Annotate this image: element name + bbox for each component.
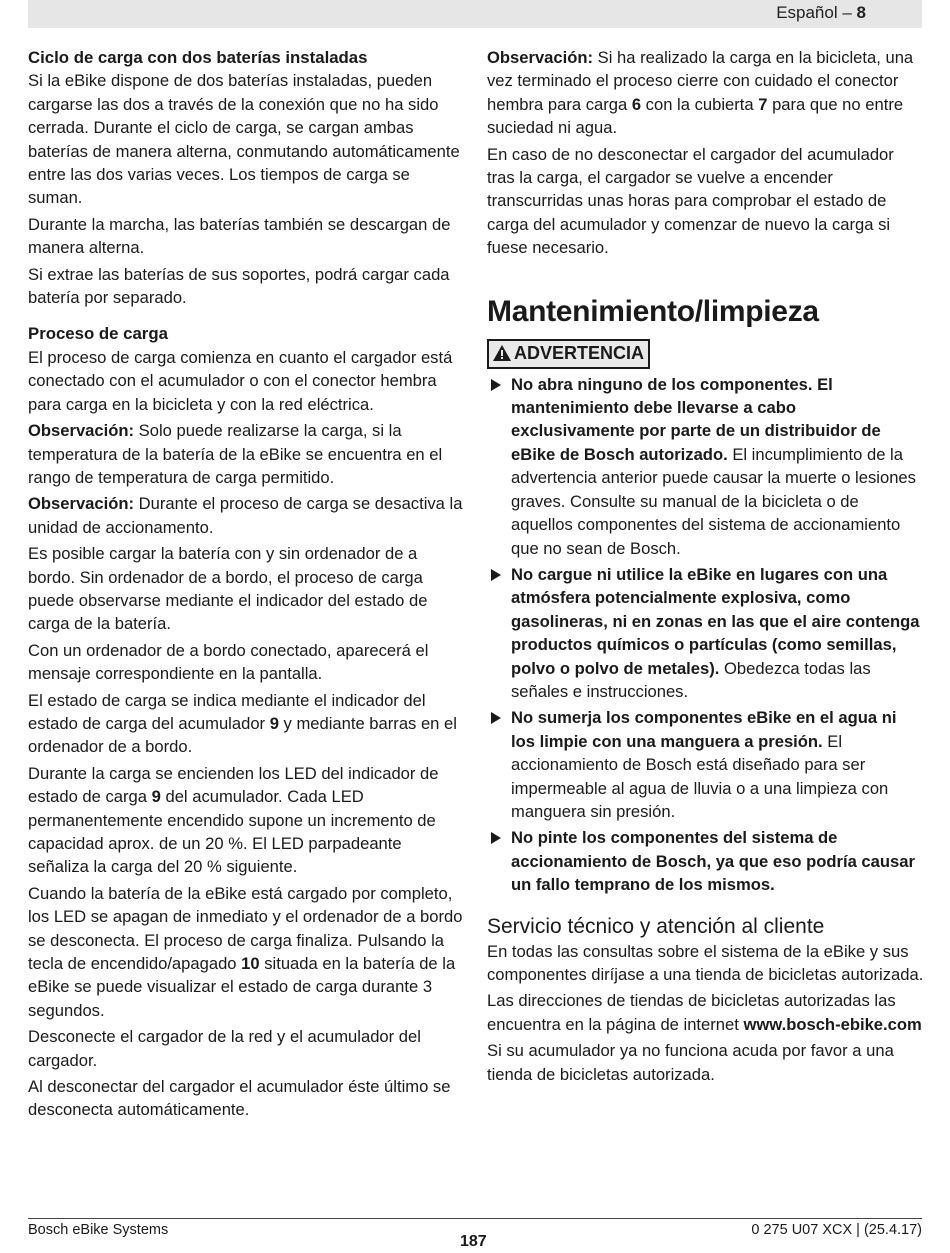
paragraph: Si la eBike dispone de dos baterías instaladas, pueden cargarse las dos a través de la conexión que no ha sido cerrada. Durante el ciclo de carga, se cargan ambas baterías de manera alterna, conmutando automáticamente entre las dos varias veces. Los tiempos de carga se suman. <box>28 71 460 208</box>
bullet-arrow-icon <box>491 712 501 724</box>
footer-brand: Bosch eBike Systems <box>28 1222 169 1238</box>
right-column <box>487 46 924 1089</box>
paragraph: En todas las consultas sobre el sistema de la eBike y sus componentes diríjase a una tienda de bicicletas autorizada. <box>487 941 924 984</box>
warning-triangle-icon <box>493 344 511 366</box>
bullet-arrow-icon <box>491 379 501 391</box>
bullet-bold-text: No abra ninguno de los componentes. El mantenimiento debe llevarse a cabo exclusivamente por parte de un distribuidor de eBike de Bosch autorizado. <box>511 374 881 464</box>
paragraph <box>487 989 924 1036</box>
paragraph: El proceso de carga comienza en cuanto el cargador está conectado con el acumulador o con el conector hembra para carga en la bicicleta y con la red eléctrica. <box>28 347 453 414</box>
text: para que no entre suciedad ni agua. <box>487 94 904 138</box>
paragraph: Si su acumulador ya no funciona acuda por favor a una tienda de bicicletas autorizada. <box>487 1041 894 1084</box>
bullet-text: Obedezca todas las señales e instrucciones. <box>511 658 871 701</box>
text: y mediante barras en el ordenador de a bordo. <box>28 713 457 757</box>
note-label: Observación: <box>28 494 135 514</box>
text: Las direcciones de tiendas de bicicletas autorizadas las encuentra en la página de internet <box>487 991 896 1034</box>
text: Si ha realizado la carga en la bicicleta, una vez terminado el proceso cierre con cuidado el conector hembra para carga <box>487 48 914 114</box>
paragraph <box>28 689 464 759</box>
text: del acumulador. Cada LED permanentemente encendido supone un incremento de capacidad aprox. de un 20 %. El LED parpadeante señaliza la carga del 20 % siguiente. <box>28 787 436 877</box>
paragraph: En caso de no desconectar el cargador del acumulador tras la carga, el cargador se vuelve a encender transcurridas unas horas para comprobar el estado de carga del acumulador y comenzar de nuevo la carga si fuese necesario. <box>487 144 894 258</box>
bullet-bold-text: No cargue ni utilice la eBike en lugares con una atmósfera potencialmente explosiva, como gasolineras, ni en zonas en las que el aire contenga productos químicos o partículas (como semillas, polvo o polvo de metales). <box>511 564 920 678</box>
page-header-label <box>776 3 866 23</box>
bullet-arrow-icon <box>491 832 501 844</box>
ref-number: 9 <box>151 787 161 807</box>
footer-page-number: 187 <box>460 1233 487 1250</box>
heading-charge-process: Proceso de carga <box>28 324 168 344</box>
heading-service: Servicio técnico y atención al cliente <box>487 914 825 938</box>
footer-divider <box>28 1218 922 1219</box>
paragraph: Desconecte el cargador de la red y el acumulador del cargador. <box>28 1027 421 1070</box>
bullet-text: El incumplimiento de la advertencia anterior puede causar la muerte o lesiones graves. Consulte su manual de la bicicleta o de aquellos componentes del sistema de accionamiento que no sean de Bosch. <box>511 444 916 558</box>
text: con la cubierta <box>641 94 759 114</box>
note-label: Observación: <box>487 48 594 67</box>
paragraph <box>28 882 464 1022</box>
text: Durante la carga se encienden los LED del indicador de estado de carga <box>28 763 439 807</box>
note-text: Solo puede realizarse la carga, si la temperatura de la batería de la eBike se encuentra en el rango de temperatura de carga permitido. <box>28 421 443 487</box>
paragraph: Con un ordenador de a bordo conectado, aparecerá el mensaje correspondiente en la pantalla. <box>28 640 429 684</box>
heading-maintenance: Mantenimiento/limpieza <box>487 294 819 328</box>
paragraph <box>28 762 464 879</box>
note-paragraph <box>28 419 464 489</box>
paragraph: Es posible cargar la batería con y sin ordenador de a bordo. Sin ordenador de a bordo, el proceso de carga puede observarse mediante el indicador del estado de carga de la batería. <box>28 544 428 634</box>
left-column <box>28 46 464 1125</box>
text: Cuando la batería de la eBike está cargado por completo, los LED se apagan de inmediato y el ordenador de a bordo se desconecta. El proceso de carga finaliza. Pulsando la tecla de encendido/apagado <box>28 883 463 974</box>
warning-bullet-item <box>487 373 924 560</box>
website-link[interactable]: www.bosch-ebike.com <box>743 1014 922 1034</box>
bullet-text: El accionamiento de Bosch está diseñado para ser impermeable al agua de lluvia o a una limpieza con manguera sin presión. <box>511 731 889 821</box>
text: El estado de carga se indica mediante el indicador del estado de carga del acumulador <box>28 690 426 733</box>
footer-doc-code: 0 275 U07 XCX | (25.4.17) <box>751 1222 922 1238</box>
page-header-bar <box>28 0 922 28</box>
warning-list <box>487 373 924 897</box>
heading-dual-battery: Ciclo de carga con dos baterías instaladas <box>28 48 368 67</box>
note-text: Durante el proceso de carga se desactiva la unidad de accionamento. <box>28 494 463 537</box>
paragraph: Si extrae las baterías de sus soportes, podrá cargar cada batería por separado. <box>28 264 450 308</box>
ref-number: 9 <box>269 713 279 733</box>
text: situada en la batería de la eBike se puede visualizar el estado de carga durante 3 segundos. <box>28 954 456 1020</box>
bullet-bold-text: No pinte los componentes del sistema de accionamiento de Bosch, ya que eso podría causar un fallo temprano de los mismos. <box>511 828 915 895</box>
paragraph: Al desconectar del cargador el acumulador éste último se desconecta automáticamente. <box>28 1077 451 1120</box>
ref-number: 10 <box>241 954 260 974</box>
bullet-bold-text: No sumerja los componentes eBike en el agua ni los limpie con una manguera a presión. <box>511 708 897 751</box>
note-paragraph <box>28 492 464 539</box>
header-separator: – <box>837 3 857 22</box>
ref-number: 7 <box>758 94 768 114</box>
header-language: Español <box>776 3 838 22</box>
warning-label: ADVERTENCIA <box>514 342 645 363</box>
header-page-number: 8 <box>856 3 866 22</box>
warning-bullet-item <box>487 826 924 896</box>
note-label: Observación: <box>28 421 135 441</box>
warning-bullet-item <box>487 563 924 703</box>
bullet-arrow-icon <box>491 569 501 581</box>
warning-bullet-item <box>487 706 924 823</box>
ref-number: 6 <box>631 94 642 114</box>
warning-badge <box>487 339 650 369</box>
paragraph: Durante la marcha, las baterías también se descargan de manera alterna. <box>28 214 451 258</box>
note-paragraph <box>487 46 924 140</box>
